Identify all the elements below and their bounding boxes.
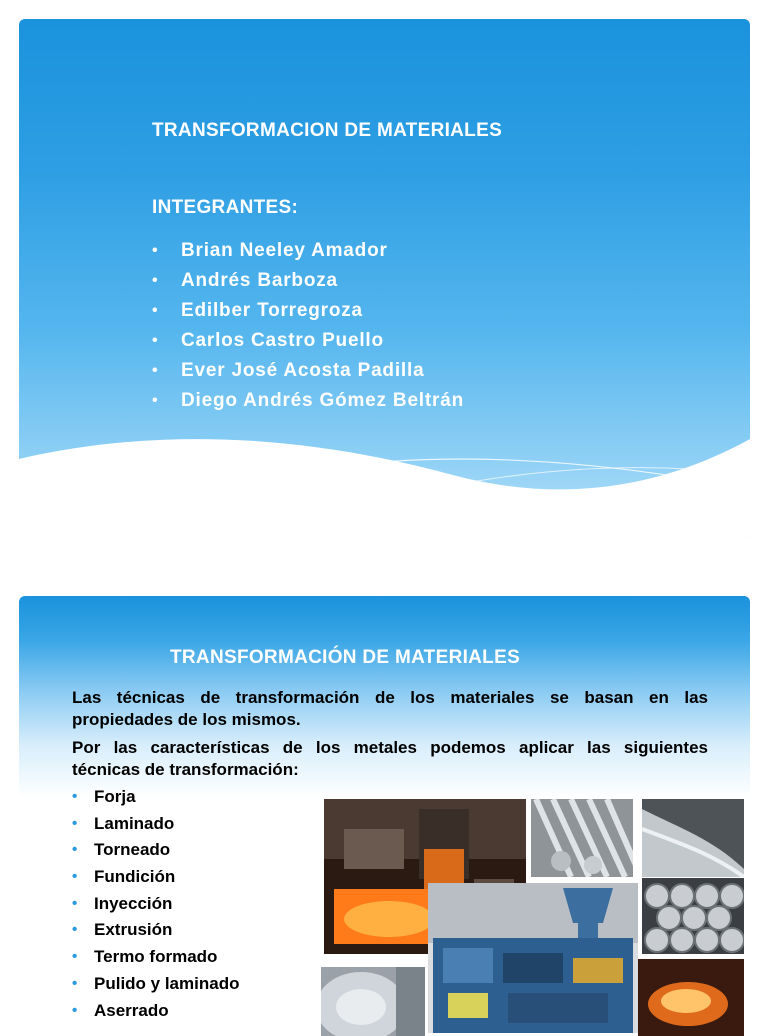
technique-label: Torneado xyxy=(94,840,171,860)
lathe-photo xyxy=(321,967,425,1036)
list-item xyxy=(72,973,239,1000)
list-item xyxy=(72,1000,239,1027)
injection-machine-photo xyxy=(428,883,638,1033)
bullet-icon: • xyxy=(152,302,159,319)
bullet-icon: • xyxy=(72,894,78,912)
bullet-icon: • xyxy=(72,921,78,939)
bullet-icon: • xyxy=(152,272,159,289)
members-list xyxy=(152,239,464,419)
member-name: Brian Neeley Amador xyxy=(181,240,388,261)
technique-label: Termo formado xyxy=(94,947,218,967)
member-name: Edilber Torregroza xyxy=(181,300,363,321)
member-name: Diego Andrés Gómez Beltrán xyxy=(181,390,464,411)
bullet-icon: • xyxy=(72,948,78,966)
members-heading: INTEGRANTES: xyxy=(152,197,299,218)
bullet-icon: • xyxy=(152,392,159,409)
paragraph-line: Las técnicas de transformación de los materiales se basan en las xyxy=(72,688,708,707)
list-item xyxy=(152,389,464,419)
list-item xyxy=(152,359,464,389)
paragraph-line: propiedades de los mismos. xyxy=(72,710,301,729)
technique-label: Fundición xyxy=(94,867,176,887)
bullet-icon: • xyxy=(152,242,159,259)
list-item xyxy=(152,329,464,359)
slide-content xyxy=(19,596,750,1036)
slide-title xyxy=(19,19,750,539)
bullet-icon: • xyxy=(152,332,159,349)
bullet-icon: • xyxy=(72,1001,78,1019)
paragraph-line: Por las características de los metales podemos aplicar las siguientes xyxy=(72,738,708,757)
slide-content-heading: TRANSFORMACIÓN DE MATERIALES xyxy=(170,647,521,668)
list-item xyxy=(72,786,239,813)
technique-label: Inyección xyxy=(94,893,173,913)
steel-sheet-photo xyxy=(642,799,744,877)
technique-label: Pulido y laminado xyxy=(94,973,240,993)
slide-title-heading: TRANSFORMACION DE MATERIALES xyxy=(152,120,503,141)
technique-label: Forja xyxy=(94,787,136,806)
bullet-icon: • xyxy=(72,841,78,859)
paragraph-intro xyxy=(72,687,708,731)
steel-pipes-photo xyxy=(642,878,744,954)
technique-label: Aserrado xyxy=(94,1000,169,1020)
member-name: Carlos Castro Puello xyxy=(181,330,384,351)
list-item xyxy=(152,299,464,329)
bullet-icon: • xyxy=(72,868,78,886)
list-item xyxy=(72,893,239,920)
list-item xyxy=(72,866,239,893)
technique-label: Laminado xyxy=(94,813,175,833)
member-name: Andrés Barboza xyxy=(181,270,338,291)
bullet-icon: • xyxy=(72,788,78,805)
bullet-icon: • xyxy=(152,362,159,379)
foundry-photo xyxy=(638,959,744,1036)
list-item xyxy=(152,239,464,269)
list-item xyxy=(152,269,464,299)
member-name: Ever José Acosta Padilla xyxy=(181,360,425,381)
steel-bars-photo xyxy=(531,799,633,877)
techniques-list xyxy=(72,786,239,1026)
list-item xyxy=(72,839,239,866)
list-item xyxy=(72,813,239,840)
paragraph-line: técnicas de transformación: xyxy=(72,760,299,779)
bullet-icon: • xyxy=(72,814,78,832)
list-item xyxy=(72,919,239,946)
bullet-icon: • xyxy=(72,974,78,992)
paragraph-techniques xyxy=(72,737,708,781)
technique-label: Extrusión xyxy=(94,920,173,940)
list-item xyxy=(72,946,239,973)
